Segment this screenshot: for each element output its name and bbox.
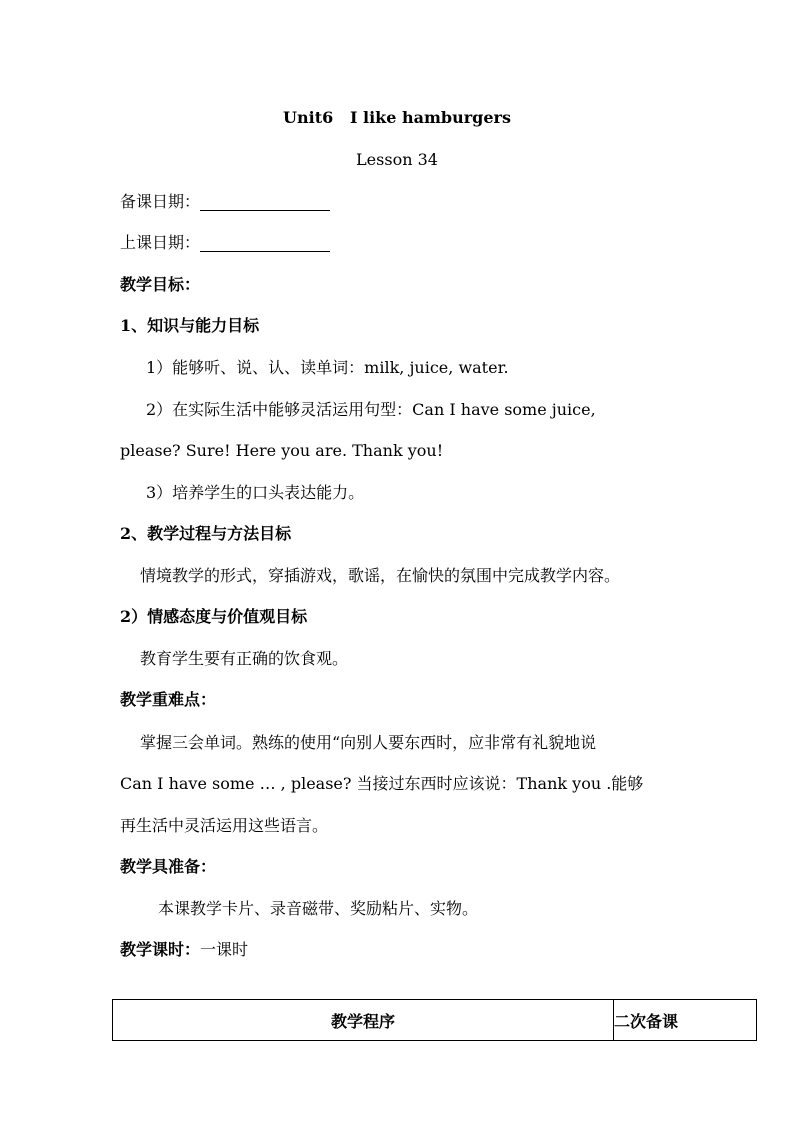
- document-title: [0, 108, 794, 128]
- key-points-line-3: 再生活中灵活运用这些语言。: [120, 816, 329, 835]
- class-date-label: 上课日期：: [120, 233, 201, 252]
- section1-heading: 1、知识与能力目标: [120, 316, 260, 335]
- section1-item-1: 1）能够听、说、认、读单词：milk, juice, water.: [146, 358, 509, 377]
- hours-label: 教学课时：: [120, 940, 201, 959]
- section3-heading: 2）情感态度与价值观目标: [120, 607, 308, 626]
- class-date-blank: [200, 233, 330, 252]
- key-points-line-1: 掌握三会单词。熟练的使用“向别人要东西时，应非常有礼貌地说: [140, 733, 597, 752]
- prep-date-blank: [200, 192, 330, 211]
- section1-item-2: 2）在实际生活中能够灵活运用句型：Can I have some juice,: [146, 400, 596, 419]
- prep-date-label: 备课日期：: [120, 192, 201, 211]
- hours-value: 一课时: [200, 940, 249, 959]
- section2-text: 情境教学的形式，穿插游戏，歌谣，在愉快的氛围中完成教学内容。: [140, 566, 621, 585]
- materials-heading: 教学具准备：: [120, 857, 217, 876]
- section2-heading: 2、教学过程与方法目标: [120, 524, 292, 543]
- prep-date-row: [120, 192, 330, 212]
- lesson-number: Lesson 34: [356, 150, 438, 169]
- section1-item-3: 3）培养学生的口头表达能力。: [146, 483, 365, 502]
- key-points-line-2: Can I have some … , please? 当接过东西时应该说：Thank you .能够: [120, 774, 644, 793]
- key-points-heading: 教学重难点：: [120, 690, 217, 709]
- materials-text: 本课教学卡片、录音磁带、奖励粘片、实物。: [158, 899, 479, 918]
- procedure-table: [112, 999, 757, 1041]
- unit-name: I like hamburgers: [349, 108, 511, 127]
- objectives-heading: 教学目标：: [120, 275, 201, 294]
- section1-item-2-cont: please? Sure! Here you are. Thank you!: [120, 441, 444, 460]
- table-col-procedure: 教学程序: [113, 1000, 614, 1041]
- hours-row: [120, 940, 248, 960]
- class-date-row: [120, 233, 330, 253]
- table-header-row: [113, 1000, 757, 1041]
- unit-label: Unit6: [283, 108, 334, 127]
- section3-text: 教育学生要有正确的饮食观。: [140, 649, 349, 668]
- table-col-second-prep: 二次备课: [614, 1000, 757, 1041]
